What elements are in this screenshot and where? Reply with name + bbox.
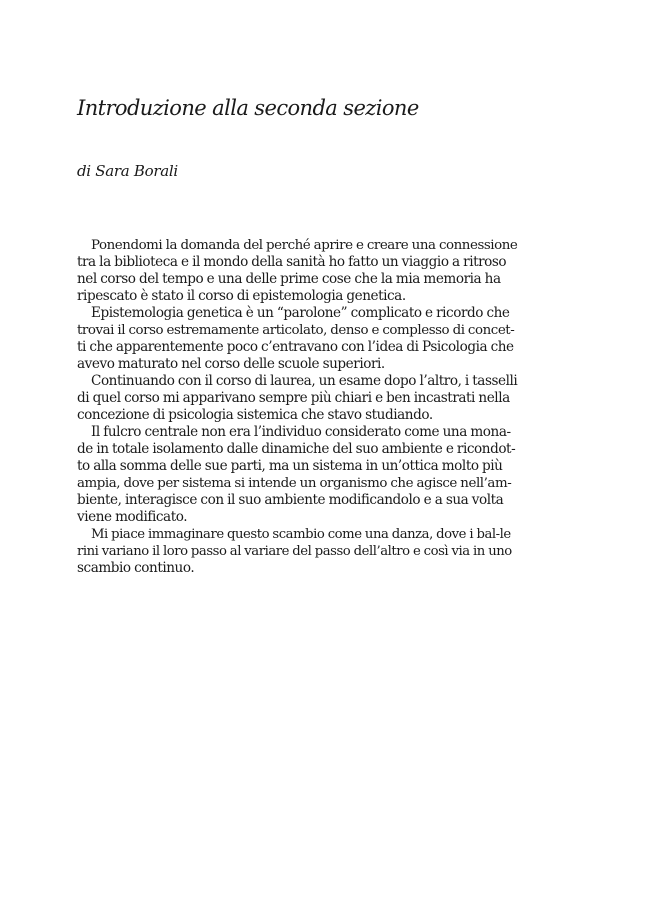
text-line: trovai il corso estremamente articolato, denso e complesso di concet- xyxy=(77,323,515,338)
paragraph xyxy=(77,237,517,305)
author-byline: di Sara Borali xyxy=(77,162,178,180)
body-text xyxy=(77,237,517,577)
paragraph xyxy=(77,424,517,526)
text-line: de in totale isolamento dalle dinamiche del suo ambiente e ricondot- xyxy=(77,441,516,457)
paragraph xyxy=(77,305,517,373)
text-line: Continuando con il corso di laurea, un esame dopo l’altro, i tasselli xyxy=(91,373,518,389)
chapter-title: Introduzione alla seconda sezione xyxy=(77,96,419,120)
text-line: to alla somma delle sue parti, ma un sistema in un’ottica molto più xyxy=(77,458,503,474)
paragraph xyxy=(77,526,517,577)
text-line: rini variano il loro passo al variare del passo dell’altro e così via in uno xyxy=(77,544,512,559)
text-line: biente, interagisce con il suo ambiente modificandolo e a sua volta xyxy=(77,492,504,508)
text-line: tra la biblioteca e il mondo della sanità ho fatto un viaggio a ritroso xyxy=(77,254,507,270)
paragraph xyxy=(77,373,517,424)
text-line: scambio continuo. xyxy=(77,560,195,576)
text-line: ripescato è stato il corso di epistemologia genetica. xyxy=(77,288,406,304)
text-line: viene modificato. xyxy=(77,509,188,525)
text-line: avevo maturato nel corso delle scuole superiori. xyxy=(77,356,385,372)
text-line: Mi piace immaginare questo scambio come una danza, dove i bal-le xyxy=(91,527,511,542)
text-line: concezione di psicologia sistemica che stavo studiando. xyxy=(77,407,433,423)
text-line: Il fulcro centrale non era l’individuo considerato come una mona- xyxy=(91,424,511,440)
text-line: nel corso del tempo e una delle prime cose che la mia memoria ha xyxy=(77,271,501,287)
text-line: di quel corso mi apparivano sempre più chiari e ben incastrati nella xyxy=(77,390,510,406)
text-line: Ponendomi la domanda del perché aprire e creare una connessione xyxy=(91,238,518,253)
text-line: Epistemologia genetica è un “parolone” complicato e ricordo che xyxy=(91,305,510,321)
text-line: ampia, dove per sistema si intende un organismo che agisce nell’am- xyxy=(77,476,512,491)
text-line: ti che apparentemente poco c’entravano con l’idea di Psicologia che xyxy=(77,339,514,355)
